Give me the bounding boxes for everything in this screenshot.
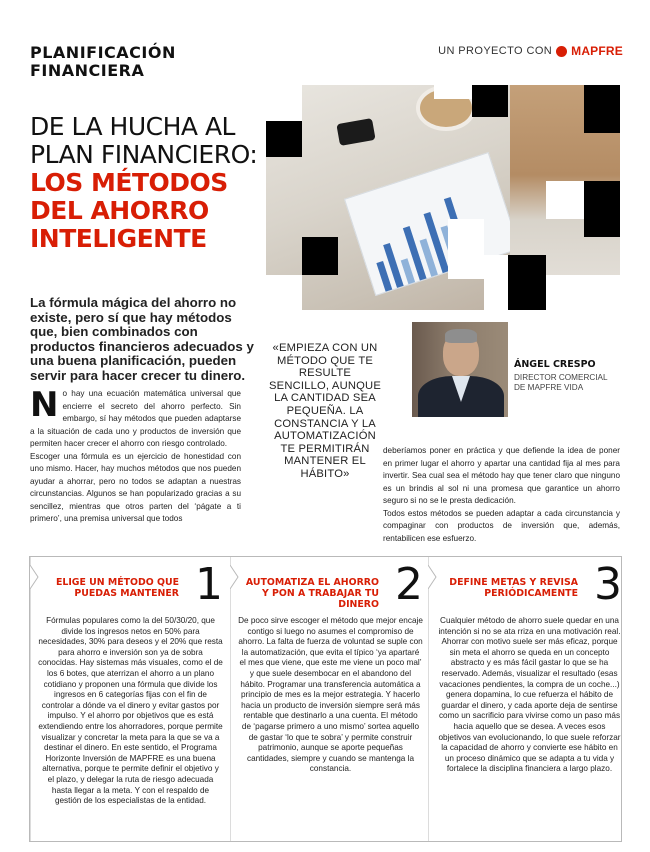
body-paragraph-1: o hay una ecuación matemática universal que encierre el secreto del ahorro perfecto. Sin embargo, sí hay métodos que pueden adaptarse a la situación de cada uno y productos de inversión que permiten hacer crecer el ahorro con riesgo controlado.: [30, 389, 241, 448]
tip-title-3: DEFINE METAS Y REVISA PERIÓDICAMENTE: [449, 577, 578, 599]
tip-title-1: ELIGE UN MÉTODO QUE PUEDAS MANTENER: [55, 577, 179, 599]
sponsor-line: [418, 42, 623, 60]
tip-number-3: 3: [594, 559, 622, 610]
tip-box-2: [238, 559, 423, 775]
tip-number-1: 1: [195, 559, 223, 610]
headline: [30, 113, 262, 253]
sponsor-prefix: UN PROYECTO CON: [438, 45, 553, 57]
drop-cap: N: [30, 385, 59, 425]
tip-text-2: De poco sirve escoger el método que mejor encaje contigo si luego no asumes el compromiso de ahorro. La falta de fuerza de voluntad se suple con la automatización, que evita el típico ‘ya apartaré el mes que viene, que este me viene un poco mal’ y que suele desembocar en el abandono del hábito. Programar una transferencia automática a principio de mes es la mejor estrategia. Y hacerlo hacia un producto de inversión siempre será más rentable que destinarlo a una cuenta. El método de ‘pagarse primero a uno mismo’ sortea aquello de gastar ‘lo que te sobra’ y permite construir patrimonio, aunque se aporte pequeñas cantidades, siempre y cuando se mantenga la constancia.: [238, 616, 423, 774]
author-caption: [514, 360, 620, 394]
section-title: PLANIFICACIÓN FINANCIERA: [30, 43, 176, 80]
body-column-1: [30, 385, 241, 526]
author-name: ÁNGEL CRESPO: [514, 359, 596, 370]
headline-part1: DE LA HUCHA AL PLAN FINANCIERO:: [30, 112, 258, 169]
author-portrait: [412, 322, 508, 417]
author-role: DIRECTOR COMERCIAL DE MAPFRE VIDA: [514, 372, 608, 392]
body-column-2: [383, 445, 620, 545]
mapfre-logo-icon: [556, 46, 567, 57]
tip-number-2: 2: [395, 559, 423, 610]
tip-text-1: Fórmulas populares como la del 50/30/20, que divide los ingresos netos en 50% para necesidades, 30% para deseos y el 20% que resta para ahorro e inversión son ya de sobra conocidas. Hay sistemas más visuales, como el de los 6 botes, que aterrizan el ahorro a un plano cotidiano y proponen una fórmula que divide los ingresos en 6 categorías fijas con el fin de controlar a dónde va el dinero y evitar gastos por impulso. Y el ahorro por objetivos que es está extendiendo entre los ahorradores, porque permite visualizar y concretar la meta para la que se va a destinar el dinero. En este sentido, el Programa Horizonte Inversión de MAPFRE es una buena alternativa, porque te permite definir el objetivo y el plazo, y delegar la ruta de riesgo adecuada hasta llegar a la meta. Y con el respaldo de gestión de los especialistas de la entidad.: [38, 616, 223, 806]
tip-title-2: AUTOMATIZA EL AHORRO Y PON A TRABAJAR TU DINERO: [245, 577, 379, 610]
headline-part2: LOS MÉTODOS DEL AHORRO INTELIGENTE: [30, 168, 228, 253]
tip-box-1: [38, 559, 223, 807]
body-paragraph-2: Escoger una fórmula es un ejercicio de honestidad con uno mismo. Hacer, hay muchos métodos que nos pueden ayudar a ahorrar, pero no todos se adaptan a nuestras circunstancias. Algunos se han popularizado gracias a su sencillez, mientras que otros parten del ‘págate a ti primero’, una premisa universal que todos: [30, 451, 241, 523]
tip-text-3: Cualquier método de ahorro suele quedar en una intención si no se ata rriza en una motivación real. Ahorrar con motivo suele ser más eficaz, porque sin meta el ahorro se queda en un concepto abstracto y es más fácil gastar lo que se ha reservado. Además, visualizar el resultado (esas vacaciones pendientes, la compra de un coche...) genera dopamina, lo cue refuerza el hábito de guardar el dinero, y cada aporte deja de sentirse como un sacrificio para vivirse como un paso más hacia aquello que se desea. A veces esos objetivos van evolucionando, lo que suele reforzar la capacidad de ahorro y convierte ese hábito en un proceso dinámico que se adapta a tu vida y fortalece la disciplina financiera a largo plazo.: [438, 616, 621, 774]
tip-box-3: [437, 559, 622, 775]
body-paragraph-4: Todos estos métodos se pueden adaptar a cada circunstancia y compaginar con productos de inversión que, además, rentabilicen ese esfuerzo.: [383, 508, 620, 543]
sponsor-brand: MAPFRE: [571, 44, 623, 58]
hero-photo: [266, 85, 620, 310]
lead-paragraph: La fórmula mágica del ahorro no existe, pero sí que hay métodos que, bien combinados con productos financieros adecuados y una buena planificación, pueden servir para hacer crecer tu dinero.: [30, 295, 254, 383]
pull-quote: «EMPIEZA CON UN MÉTODO QUE TE RESULTE SENCILLO, AUNQUE LA CANTIDAD SEA PEQUEÑA. LA CONSTANCIA Y LA AUTOMATIZACIÓN TE PERMITIRÁN MANTENER EL HÁBITO»: [269, 342, 381, 480]
phone-icon: [336, 118, 375, 146]
body-paragraph-3: deberíamos poner en práctica y que defiende la idea de poner en primer lugar el ahorro y apartar una cantidad fija al mes para invertir. Sea cual sea el método hay que tener claro que ninguno es un brindis al sol ni una promesa que garantice un ahorro seguro si no se le presta dedicación.: [383, 446, 620, 505]
